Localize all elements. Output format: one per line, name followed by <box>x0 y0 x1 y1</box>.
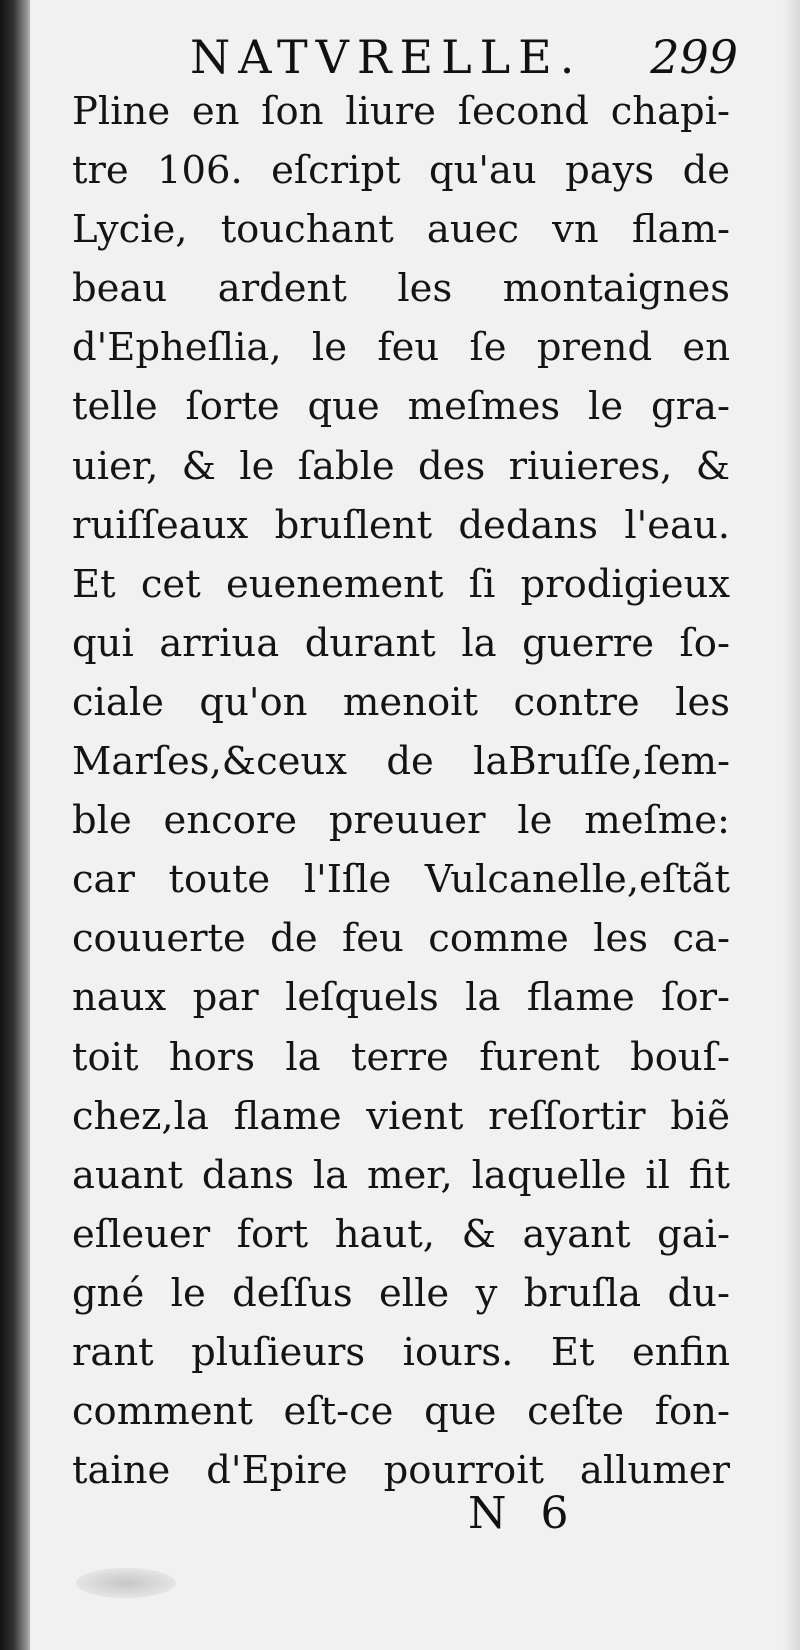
ink-smudge <box>76 1568 176 1598</box>
text-line: car toute l'Iſle Vulcanelle,eſtãt <box>72 857 730 903</box>
text-line: telle ſorte que meſmes le gra- <box>72 384 730 430</box>
text-line: couuerte de feu comme les ca- <box>72 916 730 962</box>
text-line: Et cet euenement ſi prodigieux <box>72 561 730 607</box>
text-line: ciale qu'on menoit contre les <box>72 679 730 725</box>
page-header <box>160 18 760 88</box>
running-head: NATVRELLE. <box>190 30 583 84</box>
text-line: gné le deſſus elle y bruſla du- <box>72 1270 730 1316</box>
text-line: beau ardent les montaignes <box>72 266 730 312</box>
text-line: naux par leſquels la flame ſor- <box>72 975 730 1021</box>
text-line: auant dans la mer, laquelle il fit <box>72 1152 730 1198</box>
text-line: rant pluſieurs iours. Et enfin <box>72 1329 730 1375</box>
text-line: Marſes,&ceux de laBruſſe,ſem- <box>72 739 730 785</box>
text-line: chez,la flame vient reſſortir biẽ <box>72 1093 730 1139</box>
book-gutter-shadow <box>0 0 34 1650</box>
text-line: comment eſt-ce que ceſte fon- <box>72 1389 730 1435</box>
text-line: d'Epheſlia, le feu ſe prend en <box>72 325 730 371</box>
page-number: 299 <box>650 30 738 84</box>
page-edge <box>782 0 800 1650</box>
text-line: tre 106. eſcript qu'au pays de <box>72 148 730 194</box>
text-line: Lycie, touchant auec vn flam- <box>72 207 730 253</box>
text-line: toit hors la terre furent bouſ- <box>72 1034 730 1080</box>
text-line: ble encore preuuer le meſme: <box>72 798 730 844</box>
signature-mark: N 6 <box>468 1488 579 1539</box>
text-line: ruiſſeaux bruſlent dedans l'eau. <box>72 502 730 548</box>
text-line: qui arriua durant la guerre ſo- <box>72 620 730 666</box>
book-page <box>30 0 800 1650</box>
text-line: uier, & le ſable des riuieres, & <box>72 443 730 489</box>
body-text <box>72 82 730 1500</box>
text-line: Pline en ſon liure ſecond chapi- <box>72 89 730 134</box>
text-line: taine d'Epire pourroit allumer <box>72 1448 730 1494</box>
text-line: eſleuer fort haut, & ayant gai- <box>72 1211 730 1257</box>
